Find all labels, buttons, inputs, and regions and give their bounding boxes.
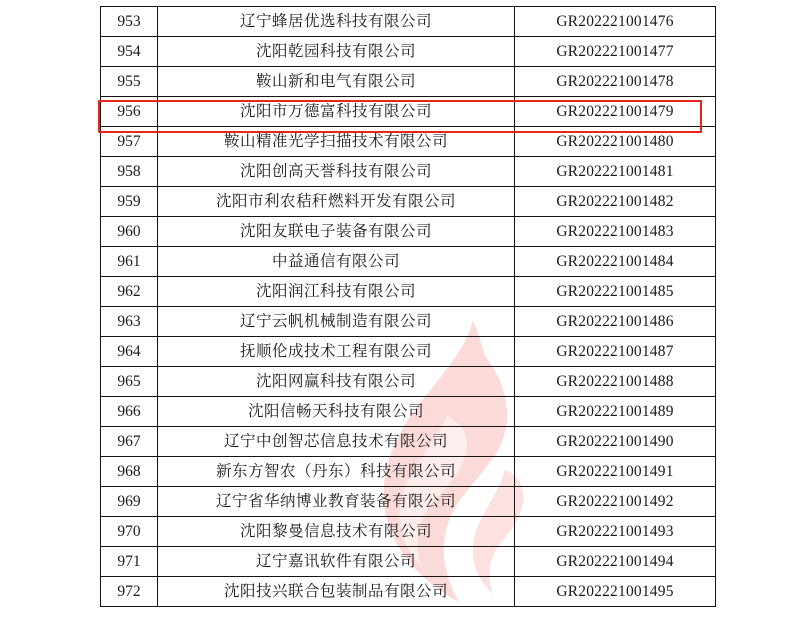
table-row [101, 307, 716, 337]
cell-seq: 966 [101, 397, 158, 427]
cell-seq: 965 [101, 367, 158, 397]
cell-company-name: 辽宁嘉讯软件有限公司 [158, 547, 515, 577]
cell-seq: 972 [101, 577, 158, 607]
cell-certificate-code: GR202221001476 [515, 7, 716, 37]
table-row [101, 487, 716, 517]
cell-seq: 961 [101, 247, 158, 277]
cell-seq: 954 [101, 37, 158, 67]
cell-certificate-code: GR202221001493 [515, 517, 716, 547]
table-row [101, 577, 716, 607]
cell-company-name: 新东方智农（丹东）科技有限公司 [158, 457, 515, 487]
cell-seq: 969 [101, 487, 158, 517]
cell-company-name: 沈阳友联电子装备有限公司 [158, 217, 515, 247]
table-row [101, 157, 716, 187]
cell-seq: 957 [101, 127, 158, 157]
cell-certificate-code: GR202221001490 [515, 427, 716, 457]
table-row [101, 427, 716, 457]
cell-certificate-code: GR202221001481 [515, 157, 716, 187]
table-row [101, 187, 716, 217]
cell-seq: 967 [101, 427, 158, 457]
cell-seq: 963 [101, 307, 158, 337]
cell-seq: 953 [101, 7, 158, 37]
cell-company-name: 沈阳润江科技有限公司 [158, 277, 515, 307]
cell-company-name: 辽宁省华纳博业教育装备有限公司 [158, 487, 515, 517]
cell-seq: 970 [101, 517, 158, 547]
table-row [101, 67, 716, 97]
table-row [101, 517, 716, 547]
cell-seq: 958 [101, 157, 158, 187]
cell-company-name: 沈阳市利农秸秆燃料开发有限公司 [158, 187, 515, 217]
cell-seq: 959 [101, 187, 158, 217]
table-body [101, 7, 716, 607]
cell-seq: 955 [101, 67, 158, 97]
cell-certificate-code: GR202221001486 [515, 307, 716, 337]
cell-certificate-code: GR202221001488 [515, 367, 716, 397]
cell-certificate-code: GR202221001495 [515, 577, 716, 607]
cell-company-name: 鞍山新和电气有限公司 [158, 67, 515, 97]
table [100, 6, 716, 607]
cell-company-name: 沈阳市万德富科技有限公司 [158, 97, 515, 127]
company-certificate-table [100, 6, 700, 607]
cell-certificate-code: GR202221001487 [515, 337, 716, 367]
cell-seq: 962 [101, 277, 158, 307]
cell-certificate-code: GR202221001480 [515, 127, 716, 157]
cell-certificate-code: GR202221001491 [515, 457, 716, 487]
cell-company-name: 辽宁蜂居优选科技有限公司 [158, 7, 515, 37]
table-row [101, 367, 716, 397]
cell-seq: 964 [101, 337, 158, 367]
cell-seq: 968 [101, 457, 158, 487]
cell-certificate-code: GR202221001484 [515, 247, 716, 277]
table-row [101, 547, 716, 577]
table-row [101, 217, 716, 247]
cell-company-name: 沈阳信畅天科技有限公司 [158, 397, 515, 427]
table-row [101, 457, 716, 487]
table-row [101, 7, 716, 37]
table-row [101, 397, 716, 427]
cell-company-name: 沈阳网赢科技有限公司 [158, 367, 515, 397]
cell-company-name: 沈阳黎曼信息技术有限公司 [158, 517, 515, 547]
cell-certificate-code: GR202221001483 [515, 217, 716, 247]
cell-company-name: 沈阳乾园科技有限公司 [158, 37, 515, 67]
table-row [101, 37, 716, 67]
cell-company-name: 抚顺伦成技术工程有限公司 [158, 337, 515, 367]
cell-seq: 971 [101, 547, 158, 577]
cell-company-name: 鞍山精准光学扫描技术有限公司 [158, 127, 515, 157]
cell-certificate-code: GR202221001494 [515, 547, 716, 577]
cell-company-name: 中益通信有限公司 [158, 247, 515, 277]
cell-certificate-code: GR202221001492 [515, 487, 716, 517]
cell-company-name: 辽宁云帆机械制造有限公司 [158, 307, 515, 337]
cell-certificate-code: GR202221001477 [515, 37, 716, 67]
table-row [101, 127, 716, 157]
cell-seq: 956 [101, 97, 158, 127]
table-row [101, 247, 716, 277]
cell-company-name: 沈阳创高天誉科技有限公司 [158, 157, 515, 187]
cell-certificate-code: GR202221001482 [515, 187, 716, 217]
cell-certificate-code: GR202221001489 [515, 397, 716, 427]
table-row-highlighted [101, 97, 716, 127]
table-row [101, 277, 716, 307]
cell-company-name: 沈阳技兴联合包装制品有限公司 [158, 577, 515, 607]
cell-certificate-code: GR202221001485 [515, 277, 716, 307]
cell-seq: 960 [101, 217, 158, 247]
cell-company-name: 辽宁中创智芯信息技术有限公司 [158, 427, 515, 457]
cell-certificate-code: GR202221001478 [515, 67, 716, 97]
cell-certificate-code: GR202221001479 [515, 97, 716, 127]
table-row [101, 337, 716, 367]
